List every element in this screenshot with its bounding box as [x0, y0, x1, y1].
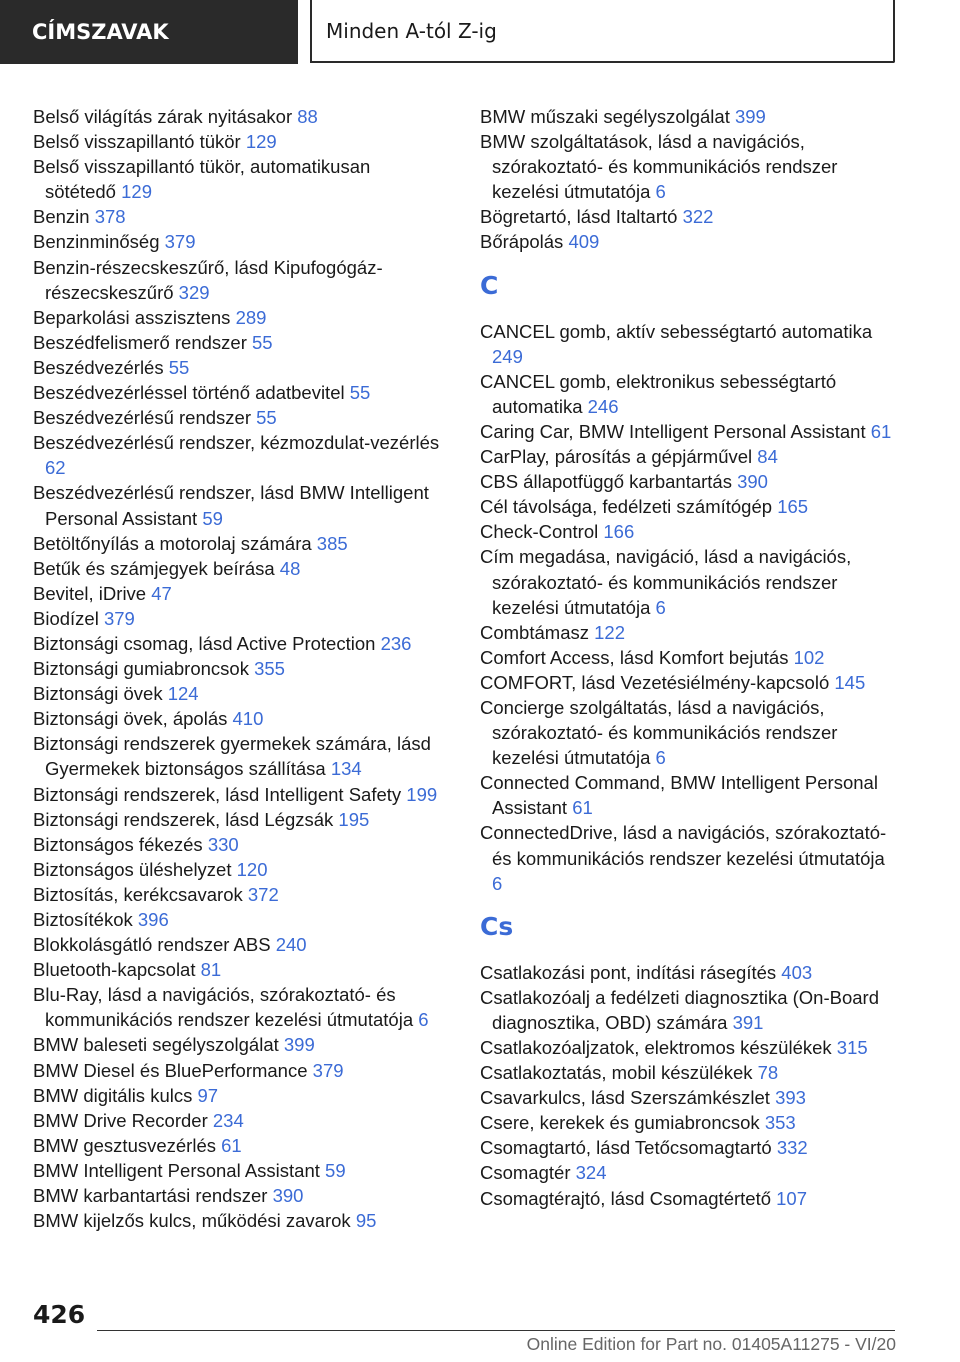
index-entry-text: BMW baleseti segélyszolgálat: [33, 1034, 279, 1056]
page-reference-link[interactable]: 289: [235, 306, 267, 328]
index-entry: [33, 932, 443, 957]
index-entry-text: Beparkolási asszisztens: [33, 306, 231, 328]
index-entry-text: Belső világítás zárak nyitásakor: [33, 106, 293, 127]
index-entry: [480, 419, 900, 444]
page-reference-link[interactable]: 322: [682, 206, 714, 228]
index-entry: [480, 1110, 900, 1135]
index-entry-text: Biztonsági gumiabroncsok: [33, 658, 249, 680]
page-reference-link[interactable]: 102: [793, 646, 825, 668]
page-reference-link[interactable]: 379: [103, 607, 135, 629]
subtitle-tab-label: Minden A-tól Z-ig: [326, 18, 497, 43]
index-entry: [480, 204, 900, 229]
index-entry-text: CBS állapotfüggő karbantartás: [480, 471, 732, 493]
index-entry: [480, 820, 900, 895]
index-entry: [33, 480, 443, 530]
index-entry-text: Beszédvezérlés: [33, 356, 164, 378]
index-entry: [33, 606, 443, 631]
index-entry-text: Biztonsági rendszerek gyermekek számára, lásd Gyermekek biztonságos szállítása: [33, 733, 431, 780]
index-entry-text: Benzin: [33, 206, 90, 228]
index-entry: [480, 1186, 900, 1211]
page-reference-link[interactable]: 61: [572, 797, 593, 819]
index-entry: [33, 907, 443, 932]
subtitle-tab: [310, 0, 895, 63]
index-entry-text: Csomagtér: [480, 1162, 571, 1184]
index-entry-text: Biztonsági övek, ápolás: [33, 708, 228, 730]
index-entry: [480, 519, 900, 544]
index-entry: [480, 129, 900, 204]
index-entry: [480, 670, 900, 695]
page-reference-link[interactable]: 166: [603, 521, 635, 543]
index-entry-text: Combtámasz: [480, 621, 589, 643]
index-entry-text: CANCEL gomb, elektronikus sebességtartó automatika: [480, 370, 837, 417]
page-reference-link[interactable]: 199: [406, 783, 438, 805]
index-entry-text: Biztonsági rendszerek, lásd Légzsák: [33, 808, 334, 830]
index-entry: [480, 770, 900, 820]
page-reference-link[interactable]: 6: [655, 747, 666, 769]
page-reference-link[interactable]: 353: [764, 1112, 796, 1134]
index-entry: [33, 229, 443, 254]
index-entry: [480, 544, 900, 619]
index-entry-text: Check-Control: [480, 521, 599, 543]
index-entry: [33, 1108, 443, 1133]
page-reference-link[interactable]: 81: [200, 959, 222, 981]
index-entry-text: BMW műszaki segélyszolgálat: [480, 106, 730, 127]
page-reference-link[interactable]: 120: [236, 858, 268, 880]
page-reference-link[interactable]: 396: [137, 909, 169, 930]
index-entry: [33, 1158, 443, 1183]
index-entry: [33, 706, 443, 731]
index-entry: [480, 1085, 900, 1110]
page-reference-link[interactable]: 240: [275, 934, 307, 956]
page-header: [0, 0, 960, 66]
index-entry-text: Bevitel, iDrive: [33, 582, 147, 604]
index-entry: [480, 645, 900, 670]
index-entry-text: Biztosítékok: [33, 909, 133, 930]
page-reference-link[interactable]: 122: [594, 621, 625, 643]
page-reference-link[interactable]: 393: [775, 1087, 806, 1109]
index-entry: [33, 731, 443, 781]
index-column-right: [480, 104, 900, 1211]
index-entry-text: Beszédvezérléssel történő adatbevitel: [33, 382, 345, 404]
index-entry: [33, 581, 443, 606]
page-reference-link[interactable]: 390: [272, 1185, 304, 1207]
index-entry: [480, 444, 900, 469]
page-reference-link[interactable]: 88: [297, 106, 318, 127]
index-entry-text: BMW karbantartási rendszer: [33, 1185, 268, 1207]
index-entry: [33, 1208, 443, 1233]
page-reference-link[interactable]: 246: [587, 395, 619, 417]
index-entry-text: Csavarkulcs, lásd Szerszámkészlet: [480, 1087, 770, 1109]
index-entry: [480, 104, 900, 129]
page-reference-link[interactable]: 195: [338, 808, 370, 830]
index-entry-text: Cím megadása, navigáció, lásd a navigációs, szórakoztató- és kommunikációs rendszer kezelési útmutatója: [480, 546, 852, 618]
index-entry: [33, 982, 443, 1032]
index-column-left: [33, 104, 443, 1233]
index-entry: [33, 832, 443, 857]
index-entry-text: Biztonságos fékezés: [33, 833, 203, 855]
page-reference-link[interactable]: 55: [252, 331, 273, 353]
index-entry: [33, 1083, 443, 1108]
index-entry: [480, 469, 900, 494]
index-entry-text: Csatlakozóalj a fedélzeti diagnosztika (On-Board diagnosztika, OBD) számára: [480, 986, 879, 1033]
page-reference-link[interactable]: 385: [316, 532, 348, 554]
page-reference-link[interactable]: 390: [737, 471, 768, 493]
section-tab-label: CÍMSZAVAK: [32, 20, 169, 44]
page-reference-link[interactable]: 329: [178, 281, 210, 303]
page-reference-link[interactable]: 372: [247, 883, 279, 905]
index-letter-heading: Cs: [480, 911, 514, 941]
page-number: 426: [33, 1300, 86, 1329]
index-entry: [33, 430, 443, 480]
page-reference-link[interactable]: 47: [151, 582, 172, 604]
index-entry: [480, 1060, 900, 1085]
index-entry-text: Beszédvezérlésű rendszer: [33, 407, 251, 429]
index-entry-text: Bőrápolás: [480, 231, 564, 253]
page-reference-link[interactable]: 134: [330, 758, 362, 780]
index-entry: [33, 807, 443, 832]
index-entry-text: Biztonsági rendszerek, lásd Intelligent Safety: [33, 783, 402, 805]
index-entry: [33, 631, 443, 656]
page-reference-link[interactable]: 332: [776, 1137, 808, 1159]
index-entry: [33, 957, 443, 982]
page-reference-link[interactable]: 59: [202, 507, 223, 529]
index-entry: [33, 1183, 443, 1208]
page-reference-link[interactable]: 324: [575, 1162, 607, 1184]
index-entry: [33, 355, 443, 380]
index-entry-text: COMFORT, lásd Vezetésiélmény-kapcsoló: [480, 671, 830, 693]
index-entry: [33, 531, 443, 556]
index-entry-text: Csomagtérajtó, lásd Csomagtértető: [480, 1187, 771, 1209]
page-reference-link[interactable]: 129: [121, 181, 152, 203]
page-reference-link[interactable]: 403: [781, 961, 813, 983]
index-entry: [33, 104, 443, 129]
index-entry-text: BMW kijelzős kulcs, működési zavarok: [33, 1210, 351, 1232]
index-entry-text: Biztonsági övek: [33, 683, 163, 705]
index-entry-text: Csatlakozási pont, indítási rásegítés: [480, 961, 777, 983]
index-entry-text: Biodízel: [33, 607, 99, 629]
index-entry: [480, 369, 900, 419]
index-entry: [33, 204, 443, 229]
index-entry-text: Concierge szolgáltatás, lásd a navigációs, szórakoztató- és kommunikációs rendszer kezelési útmutatója: [480, 696, 838, 769]
index-entry-text: Benzin-részecskeszűrő, lásd Kipufogógáz-részecskeszűrő: [33, 256, 383, 303]
page-reference-link[interactable]: 6: [655, 181, 666, 203]
index-entry: [480, 319, 900, 369]
index-entry: [33, 405, 443, 430]
index-entry-text: Beszédvezérlésű rendszer, lásd BMW Intelligent Personal Assistant: [33, 482, 429, 529]
index-entry-text: BMW Intelligent Personal Assistant: [33, 1159, 320, 1181]
footer-divider: [97, 1330, 895, 1331]
index-entry-text: Csomagtartó, lásd Tetőcsomagtartó: [480, 1137, 772, 1159]
index-entry: [33, 380, 443, 405]
index-entry-text: Betűk és számjegyek beírása: [33, 557, 275, 579]
index-entry-text: Caring Car, BMW Intelligent Personal Assistant: [480, 420, 866, 442]
index-entry-text: CarPlay, párosítás a gépjárművel: [480, 446, 753, 468]
index-entry-text: Betöltőnyílás a motorolaj számára: [33, 532, 312, 554]
index-entry: [33, 656, 443, 681]
index-entry-text: Belső visszapillantó tükör, automatikusan sötétedő: [33, 156, 371, 203]
index-entry: [33, 305, 443, 330]
page-reference-link[interactable]: 249: [492, 345, 523, 367]
page-reference-link[interactable]: 315: [836, 1037, 868, 1058]
page-reference-link[interactable]: 48: [279, 557, 301, 579]
page-reference-link[interactable]: 6: [655, 596, 666, 618]
index-entry-text: CANCEL gomb, aktív sebességtartó automatika: [480, 320, 873, 342]
index-entry-text: BMW digitális kulcs: [33, 1084, 193, 1106]
page-reference-link[interactable]: 97: [197, 1084, 219, 1106]
index-entry: [33, 681, 443, 706]
page-reference-link[interactable]: 55: [349, 382, 371, 404]
index-entry-text: Beszédfelismerő rendszer: [33, 331, 247, 353]
index-entry-text: Csatlakoztatás, mobil készülékek: [480, 1062, 753, 1084]
index-entry: [33, 255, 443, 305]
index-entry-text: Blu-Ray, lásd a navigációs, szórakoztató- és kommunikációs rendszer kezelési útmutatója: [33, 984, 414, 1031]
section-tab: [0, 0, 298, 64]
index-entry: [480, 960, 900, 985]
index-entry: [480, 1160, 900, 1185]
page-reference-link[interactable]: 6: [492, 872, 503, 894]
index-entry-text: Biztosítás, kerékcsavarok: [33, 883, 243, 905]
index-entry-text: BMW szolgáltatások, lásd a navigációs, szórakoztató- és kommunikációs rendszer kezelési útmutatója: [480, 131, 838, 203]
page-reference-link[interactable]: 355: [254, 658, 285, 680]
page-reference-link[interactable]: 61: [870, 420, 892, 442]
index-entry: [33, 1032, 443, 1057]
page-reference-link[interactable]: 165: [777, 496, 809, 518]
page-reference-link[interactable]: 391: [732, 1011, 764, 1033]
page-reference-link[interactable]: 399: [283, 1034, 315, 1056]
page-reference-link[interactable]: 129: [245, 131, 277, 153]
index-entry-text: ConnectedDrive, lásd a navigációs, szórakoztató- és kommunikációs rendszer kezelési útmutatója: [480, 822, 887, 869]
index-entry: [480, 494, 900, 519]
index-entry: [33, 129, 443, 154]
page-reference-link[interactable]: 6: [418, 1009, 429, 1031]
index-entry: [480, 695, 900, 770]
index-entry: [33, 330, 443, 355]
page-reference-link[interactable]: 95: [355, 1210, 377, 1232]
page-reference-link[interactable]: 62: [45, 457, 66, 479]
page-reference-link[interactable]: 55: [256, 407, 277, 429]
page-reference-link[interactable]: 330: [207, 833, 239, 855]
index-entry-text: Biztonsági csomag, lásd Active Protection: [33, 632, 376, 654]
page-reference-link[interactable]: 59: [325, 1159, 346, 1181]
index-entry: [33, 882, 443, 907]
page-reference-link[interactable]: 61: [221, 1134, 242, 1156]
index-entry-text: Belső visszapillantó tükör: [33, 131, 241, 153]
index-entry: [33, 556, 443, 581]
page-reference-link[interactable]: 234: [212, 1109, 244, 1131]
page-reference-link[interactable]: 399: [734, 106, 766, 127]
index-entry-text: Bögretartó, lásd Italtartó: [480, 206, 678, 228]
index-letter-heading: C: [480, 270, 499, 300]
page-reference-link[interactable]: 124: [167, 683, 199, 705]
index-entry: [480, 985, 900, 1035]
index-entry: [33, 1058, 443, 1083]
page-reference-link[interactable]: 379: [312, 1059, 344, 1081]
index-entry-text: Comfort Access, lásd Komfort bejutás: [480, 646, 789, 668]
index-entry: [33, 857, 443, 882]
index-entry: [480, 620, 900, 645]
index-entry: [33, 1133, 443, 1158]
index-entry-text: BMW Drive Recorder: [33, 1109, 208, 1131]
edition-note: Online Edition for Part no. 01405A11275 - VI/20: [526, 1334, 896, 1354]
index-entry-text: Cél távolsága, fedélzeti számítógép: [480, 496, 773, 518]
page-reference-link[interactable]: 379: [164, 231, 196, 253]
index-entry-text: BMW Diesel és BluePerformance: [33, 1059, 308, 1081]
page-reference-link[interactable]: 236: [380, 632, 412, 654]
page-reference-link[interactable]: 145: [834, 671, 866, 693]
index-entry-text: BMW gesztusvezérlés: [33, 1134, 216, 1156]
page-reference-link[interactable]: 55: [168, 356, 190, 378]
page-reference-link[interactable]: 78: [757, 1062, 779, 1084]
index-entry-text: Biztonságos üléshelyzet: [33, 858, 232, 880]
index-entry-text: Blokkolásgátló rendszer ABS: [33, 934, 271, 956]
index-entry: [480, 1035, 900, 1060]
index-entry: [480, 229, 900, 254]
page-reference-link[interactable]: 84: [757, 446, 778, 468]
page-reference-link[interactable]: 409: [568, 231, 600, 253]
index-entry-text: Benzinminőség: [33, 231, 160, 253]
index-entry-text: Bluetooth-kapcsolat: [33, 959, 196, 981]
page-reference-link[interactable]: 410: [232, 708, 264, 730]
page-reference-link[interactable]: 107: [776, 1187, 808, 1209]
index-entry-text: Csere, kerekek és gumiabroncsok: [480, 1112, 760, 1134]
index-entry: [33, 782, 443, 807]
page-reference-link[interactable]: 378: [94, 206, 126, 228]
index-entry-text: Beszédvezérlésű rendszer, kézmozdulat-vezérlés: [33, 432, 440, 454]
index-entry: [33, 154, 443, 204]
index-entry-text: Csatlakozóaljzatok, elektromos készülékek: [480, 1037, 832, 1058]
index-entry-text: Connected Command, BMW Intelligent Personal Assistant: [480, 772, 878, 819]
index-entry: [480, 1135, 900, 1160]
